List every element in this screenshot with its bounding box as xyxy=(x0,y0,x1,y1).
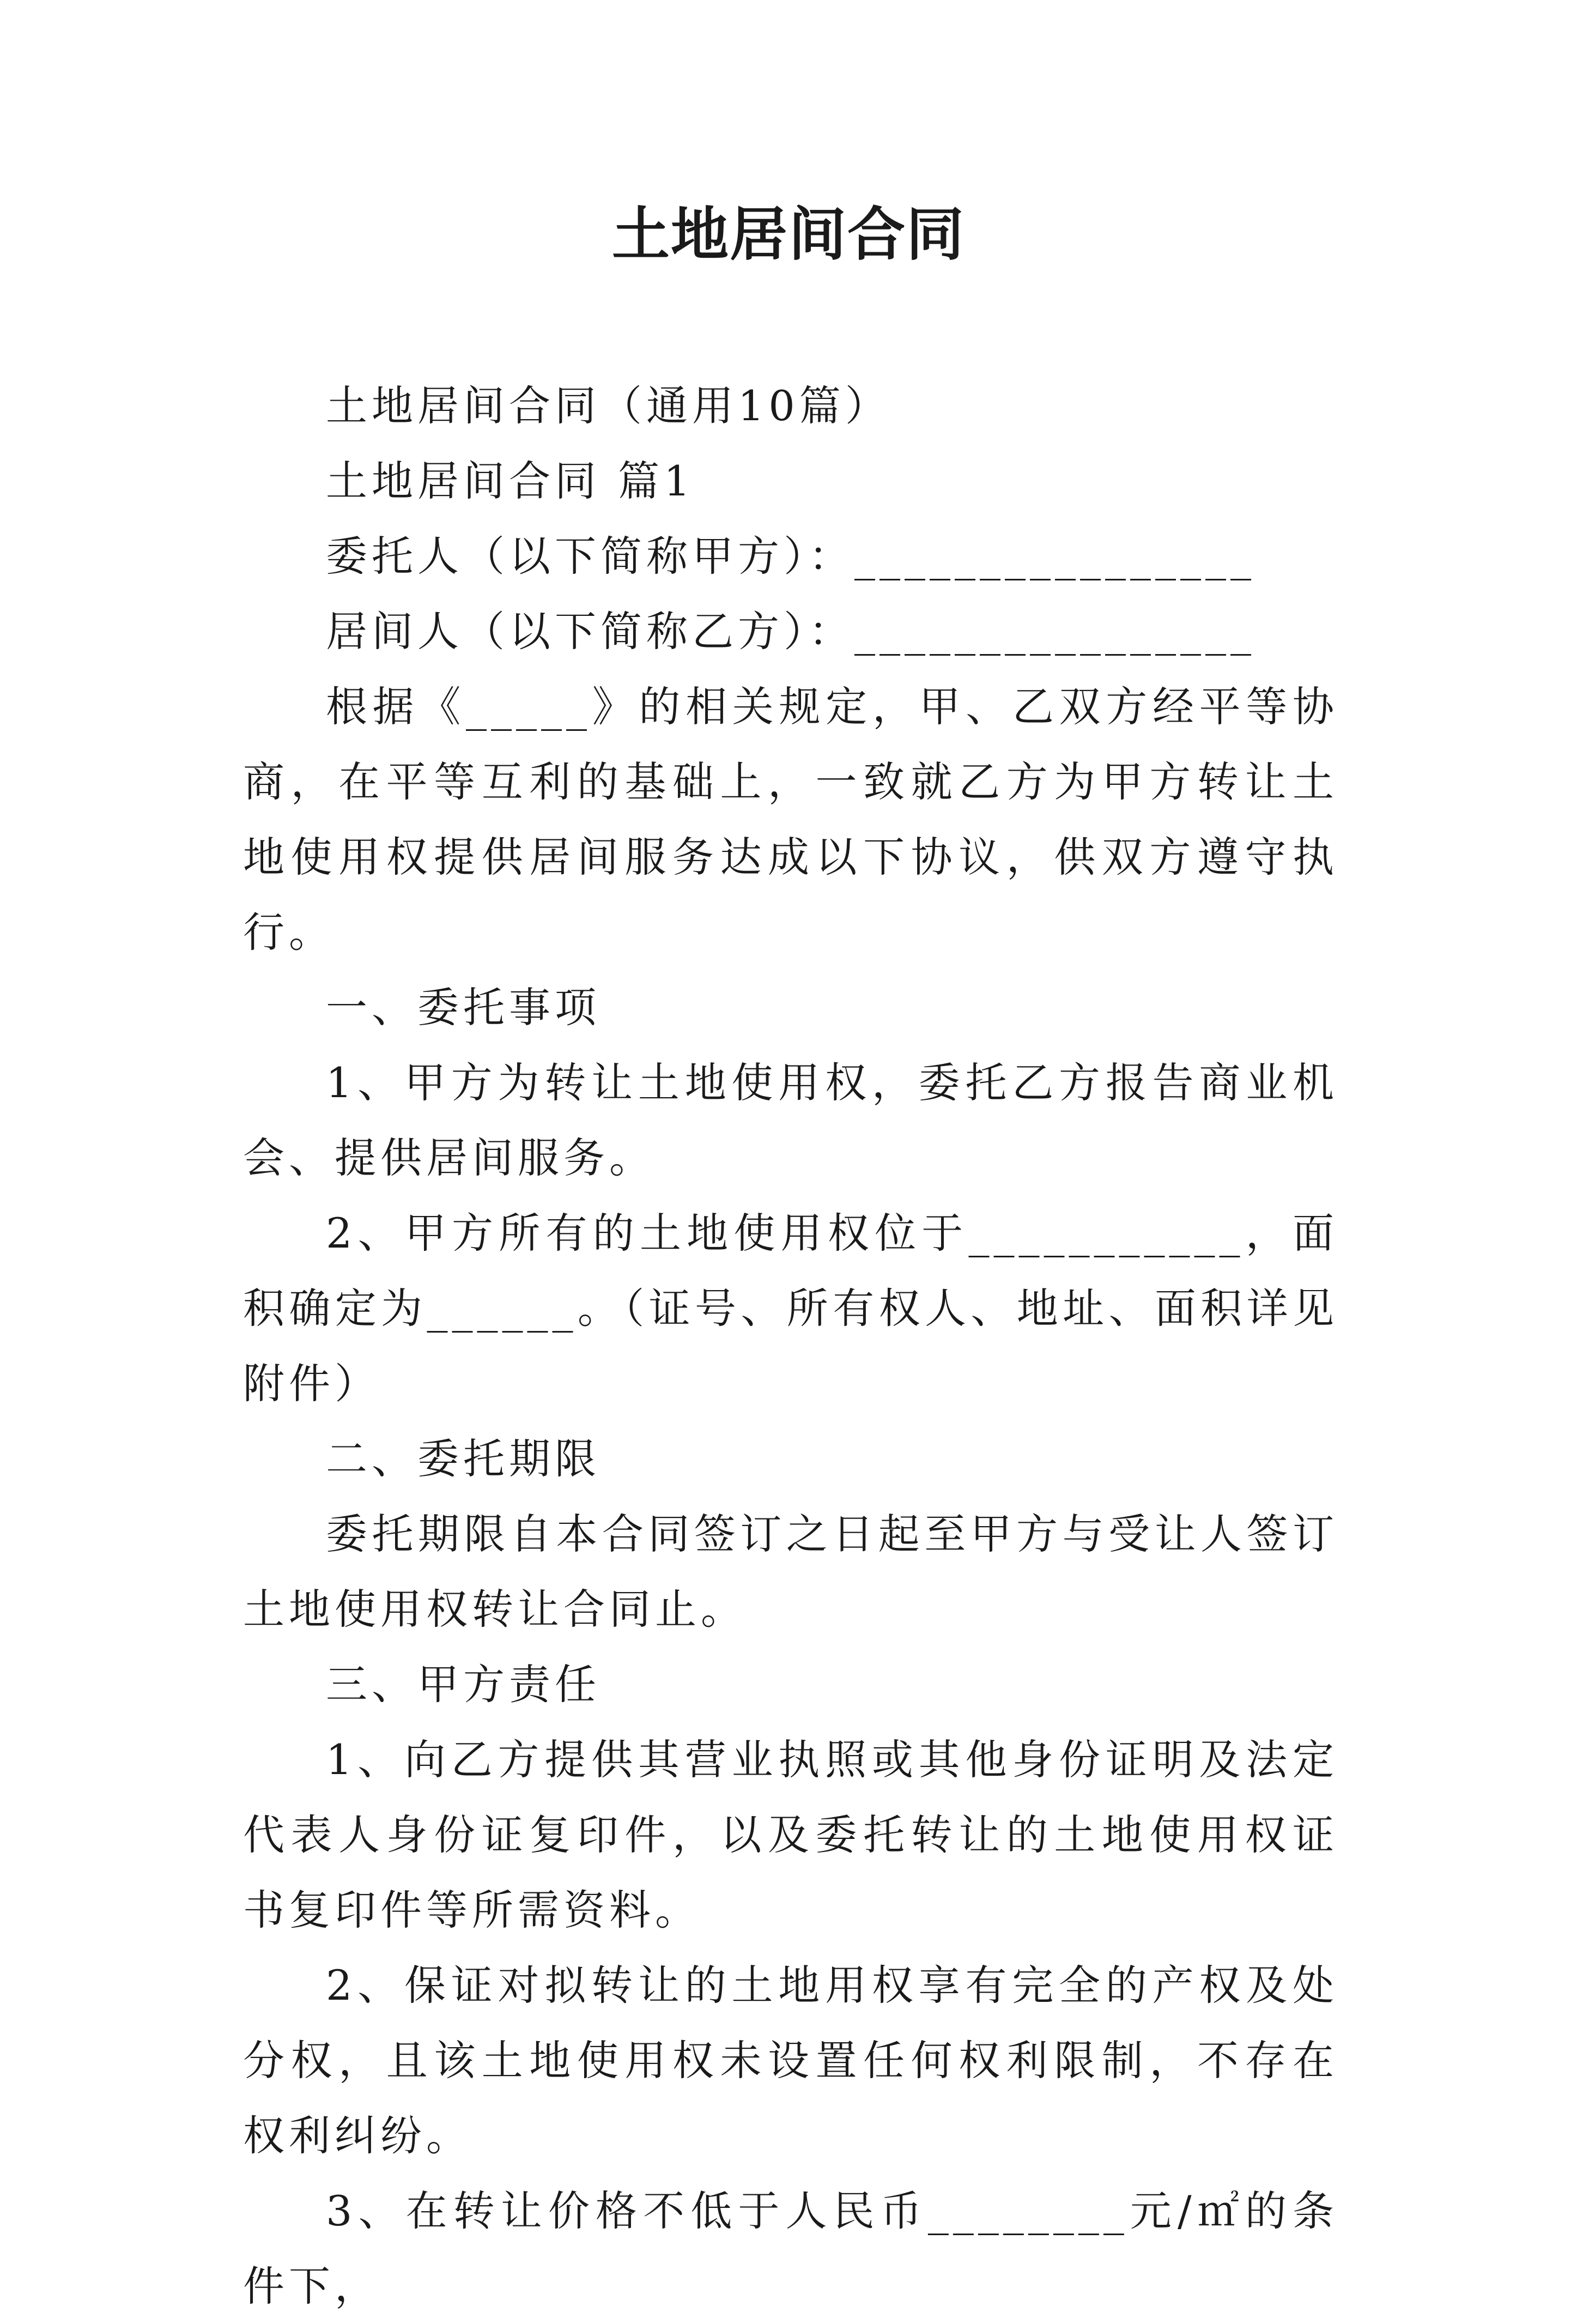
section-heading-part1: 土地居间合同 篇1 xyxy=(326,457,695,505)
clause-1-item-2: 2、甲方所有的土地使用权位于___________，面积确定为______。（证号、所有权人、地址、面积详见附件） xyxy=(243,1209,1338,1408)
document-body xyxy=(243,368,1338,2324)
clause-3-item-3: 3、在转让价格不低于人民币________元/㎡的条件下， xyxy=(243,2187,1338,2310)
clause-1-item-1: 1、甲方为转让土地使用权，委托乙方报告商业机会、提供居间服务。 xyxy=(243,1058,1338,1182)
clause-heading-3: 三、甲方责任 xyxy=(326,1660,601,1709)
party-b-line: 居间人（以下简称乙方）：________________ xyxy=(326,607,1255,656)
subtitle-paragraph: 土地居间合同（通用10篇） xyxy=(326,382,891,430)
preamble-paragraph: 根据《_____》的相关规定，甲、乙双方经平等协商，在平等互利的基础上，一致就乙方为甲方转让土地使用权提供居间服务达成以下协议，供双方遵守执行。 xyxy=(243,682,1338,957)
clause-3-item-1: 1、向乙方提供其营业执照或其他身份证明及法定代表人身份证复印件，以及委托转让的土地使用权证书复印件等所需资料。 xyxy=(243,1735,1338,1934)
party-a-line: 委托人（以下简称甲方）：________________ xyxy=(326,532,1255,580)
page-title: 土地居间合同 xyxy=(612,200,965,268)
clause-heading-1: 一、委托事项 xyxy=(326,983,601,1032)
clause-3-item-2: 2、保证对拟转让的土地用权享有完全的产权及处分权，且该土地使用权未设置任何权利限制，不存在权利纠纷。 xyxy=(243,1961,1338,2160)
clause-heading-2: 二、委托期限 xyxy=(326,1435,601,1483)
clause-2-text: 委托期限自本合同签订之日起至甲方与受让人签订土地使用权转让合同止。 xyxy=(243,1510,1338,1633)
